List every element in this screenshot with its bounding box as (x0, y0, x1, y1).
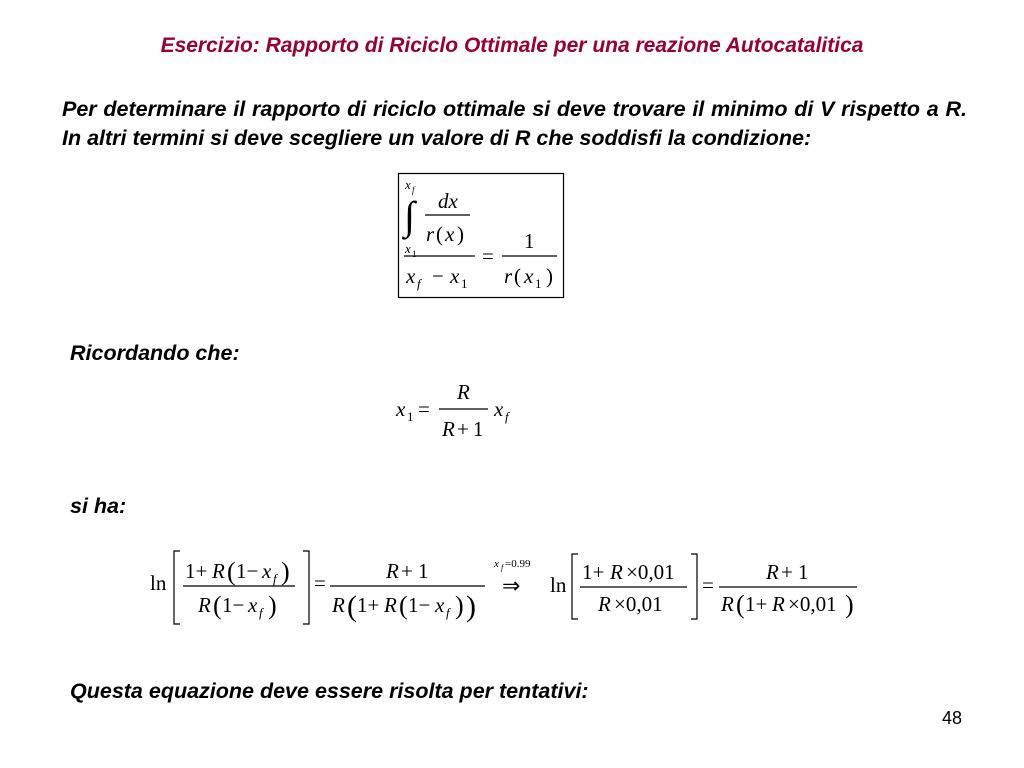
svg-text:R: R (212, 559, 225, 583)
svg-text:=: = (314, 571, 326, 595)
svg-text:): ) (466, 590, 476, 623)
svg-text:1: 1 (418, 559, 429, 583)
svg-text:R: R (772, 592, 785, 616)
svg-text:+: + (457, 417, 469, 441)
svg-text:r: r (426, 222, 435, 246)
svg-text:R: R (442, 417, 455, 441)
svg-text:ln: ln (150, 571, 167, 595)
svg-text:R: R (384, 593, 397, 617)
svg-text:=0.99: =0.99 (505, 558, 531, 570)
svg-text:R: R (198, 593, 211, 617)
svg-text:x: x (262, 559, 272, 583)
svg-text:×0,01: ×0,01 (614, 592, 663, 616)
svg-text:(: ( (347, 590, 357, 623)
svg-text:x: x (396, 397, 406, 421)
svg-text:1−: 1− (236, 559, 259, 583)
svg-text:ln: ln (550, 573, 567, 597)
svg-text:1+: 1+ (745, 592, 768, 616)
svg-text:(: ( (227, 557, 236, 586)
svg-text:×0,01: ×0,01 (788, 592, 837, 616)
svg-text:(: ( (213, 591, 222, 620)
svg-text:f: f (412, 185, 415, 195)
svg-text:x: x (494, 558, 499, 570)
svg-text:1−: 1− (408, 593, 431, 617)
svg-text:f: f (501, 563, 504, 572)
svg-text:x: x (450, 264, 460, 288)
svg-text:1: 1 (407, 409, 414, 424)
svg-text:R: R (766, 560, 779, 584)
log-equation-numeric (550, 549, 870, 624)
svg-text:r: r (504, 264, 513, 288)
svg-text:): ) (546, 264, 553, 288)
svg-text:x: x (248, 593, 258, 617)
intro-paragraph: Per determinare il rapporto di riciclo ottimale si deve trovare il minimo di V rispetto a R. In altri termini si deve scegliere un valore di R che soddisfi la condizione: (62, 97, 967, 150)
svg-text:(: ( (399, 591, 408, 620)
svg-text:f: f (505, 409, 509, 424)
log-equation-general (150, 546, 490, 630)
svg-text:=: = (702, 573, 714, 597)
svg-text:1: 1 (798, 560, 809, 584)
svg-text:−: − (432, 264, 444, 288)
svg-text:x: x (445, 222, 455, 246)
svg-text:f: f (259, 605, 263, 620)
page-number: 48 (941, 708, 962, 728)
svg-text:+: + (401, 559, 413, 583)
svg-text:1: 1 (524, 229, 535, 253)
svg-text:): ) (845, 590, 854, 619)
svg-text:1−: 1− (222, 593, 245, 617)
svg-text:R: R (332, 593, 345, 617)
svg-text:x: x (406, 264, 416, 288)
svg-text:x: x (405, 177, 411, 192)
svg-text:1+: 1+ (185, 559, 208, 583)
svg-text:x: x (494, 397, 504, 421)
condition-equation (398, 173, 564, 299)
svg-text:): ) (455, 591, 464, 620)
svg-text:1: 1 (535, 276, 542, 291)
svg-text:1: 1 (461, 276, 468, 291)
svg-text:1+: 1+ (357, 593, 380, 617)
svg-text:R: R (721, 592, 734, 616)
svg-text:f: f (417, 276, 421, 291)
svg-text:x: x (524, 264, 534, 288)
svg-text:f: f (446, 605, 450, 620)
svg-text:∫: ∫ (404, 193, 415, 238)
svg-text:(: ( (514, 264, 521, 288)
svg-text:R: R (610, 560, 623, 584)
svg-text:): ) (281, 557, 290, 586)
svg-text:⇒: ⇒ (502, 573, 521, 598)
svg-text:R: R (457, 380, 470, 404)
svg-text:): ) (268, 591, 277, 620)
svg-text:): ) (457, 222, 464, 246)
substitution-arrow (494, 557, 544, 597)
label-solve: Questa equazione deve essere risolta per tentativi: (70, 679, 589, 703)
svg-text:R: R (598, 592, 611, 616)
svg-text:(: ( (736, 590, 745, 619)
svg-text:x: x (405, 241, 411, 256)
svg-text:1: 1 (412, 249, 417, 259)
label-recall: Ricordando che: (70, 341, 240, 365)
svg-text:=: = (418, 397, 430, 421)
svg-text:1: 1 (473, 417, 484, 441)
svg-text:×0,01: ×0,01 (626, 560, 675, 584)
svg-text:dx: dx (438, 189, 458, 213)
svg-text:x: x (435, 593, 445, 617)
label-have: si ha: (70, 494, 127, 518)
slide-title: Esercizio: Rapporto di Riciclo Ottimale per una reazione Autocatalitica (160, 34, 864, 57)
svg-text:(: ( (436, 222, 443, 246)
svg-text:R: R (386, 559, 399, 583)
recycle-equation (396, 378, 521, 443)
svg-text:=: = (482, 244, 494, 268)
svg-text:f: f (273, 571, 277, 586)
svg-text:+: + (781, 560, 793, 584)
svg-text:1+: 1+ (582, 560, 605, 584)
